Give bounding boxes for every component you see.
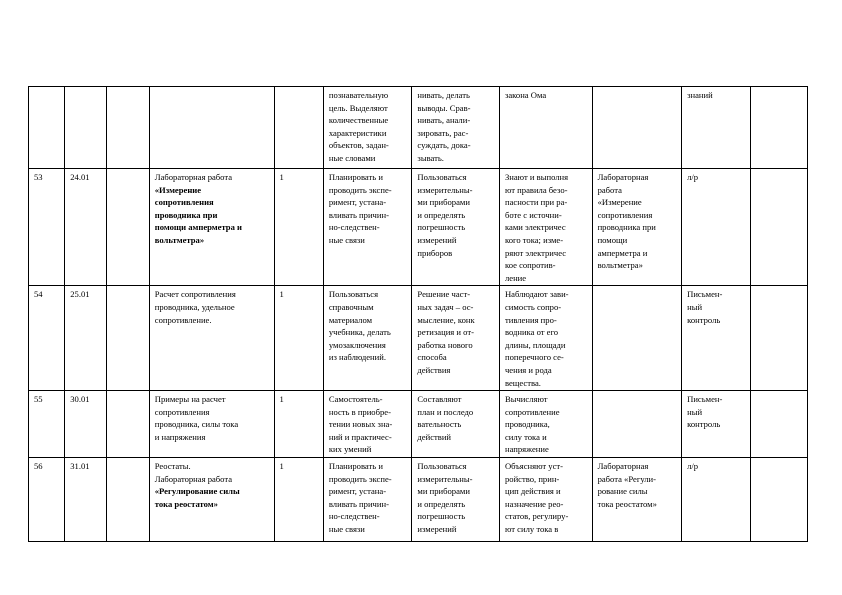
results-cell-line: ряют электричес xyxy=(504,247,567,258)
activities-cell-line: мысление, конк xyxy=(417,314,475,325)
lesson-number-cell xyxy=(29,87,65,169)
practical-work-cell xyxy=(592,458,682,542)
results-cell-line: кое сопротив- xyxy=(504,260,556,271)
notes-cell xyxy=(750,458,807,542)
notes-cell xyxy=(750,87,807,169)
skills-cell-line: ность в приобре- xyxy=(328,406,391,417)
topic-cell-line: Реостаты. xyxy=(154,461,191,472)
practical-work-cell-line: Лабораторная xyxy=(597,461,649,472)
results-cell-line: проводника, xyxy=(504,419,550,430)
actual-date-cell xyxy=(107,458,149,542)
results-cell xyxy=(499,391,592,458)
practical-work-cell-line: тока реостатом» xyxy=(597,498,657,509)
skills-cell-line: но-следствен- xyxy=(328,511,380,522)
topic-cell-line: «Измерение xyxy=(154,184,202,195)
activities-cell-line: действия xyxy=(417,364,451,375)
control-form-cell-line: ный xyxy=(687,301,703,312)
lesson-number-cell: 56 xyxy=(29,458,65,542)
results-cell-line: напряжение xyxy=(504,444,549,455)
results-cell-line: закона Ома xyxy=(504,90,547,100)
date-cell: 30.01 xyxy=(65,391,107,458)
skills-cell-line: Планировать и xyxy=(328,172,383,182)
activities-cell-line: выводы. Срав- xyxy=(417,102,471,113)
results-cell-line: ление xyxy=(504,272,527,283)
results-cell-line: ют силу тока в xyxy=(504,524,559,535)
activities-cell-line: суждать, дока- xyxy=(417,140,471,151)
control-form-cell xyxy=(682,458,750,542)
skills-cell-line: Самостоятель- xyxy=(328,394,383,405)
practical-work-cell-line: проводника при xyxy=(597,222,656,233)
date-cell: 25.01 xyxy=(65,286,107,391)
lesson-number-cell: 54 xyxy=(29,286,65,391)
results-cell-line: Вычисляют xyxy=(504,394,548,405)
activities-cell-line: план и последо xyxy=(417,406,474,417)
skills-cell xyxy=(323,391,412,458)
activities-cell xyxy=(412,286,500,391)
practical-work-cell xyxy=(592,169,682,286)
skills-cell-line: познавательную xyxy=(328,90,389,100)
skills-cell-line: количественные xyxy=(328,115,389,126)
topic-cell-line: сопротивления xyxy=(154,406,210,417)
activities-cell-line: ми приборами xyxy=(417,197,470,208)
topic-cell-line: и напряжения xyxy=(154,431,206,442)
practical-work-cell xyxy=(592,391,682,458)
table-row xyxy=(29,169,808,286)
topic-cell-line: проводника, удельное xyxy=(154,301,235,312)
skills-cell xyxy=(323,87,412,169)
practical-work-cell-line: амперметра и xyxy=(597,247,648,258)
results-cell xyxy=(499,87,592,169)
skills-cell-line: цель. Выделяют xyxy=(328,102,388,113)
skills-cell-line: ные связи xyxy=(328,524,365,535)
control-form-cell-line: л/р xyxy=(687,461,699,472)
skills-cell-line: римент, устана- xyxy=(328,197,387,208)
activities-cell-line: способа xyxy=(417,352,447,363)
results-cell-line: Объясняют уст- xyxy=(504,461,564,472)
activities-cell-line: ми приборами xyxy=(417,486,470,497)
activities-cell-line: погрешность xyxy=(417,222,466,233)
results-cell xyxy=(499,286,592,391)
control-form-cell xyxy=(682,286,750,391)
lesson-number-cell: 55 xyxy=(29,391,65,458)
table-body xyxy=(29,87,808,542)
notes-cell xyxy=(750,391,807,458)
results-cell-line: длины, площади xyxy=(504,339,566,350)
hours-cell: 1 xyxy=(274,458,323,542)
results-cell-line: тивления про- xyxy=(504,314,557,325)
skills-cell-line: но-следствен- xyxy=(328,222,380,233)
date-cell: 24.01 xyxy=(65,169,107,286)
skills-cell-line: из наблюдений. xyxy=(328,352,386,363)
activities-cell-line: вательность xyxy=(417,419,462,430)
practical-work-cell-line: помощи xyxy=(597,234,628,245)
topic-cell xyxy=(149,87,274,169)
activities-cell-line: измерений xyxy=(417,524,457,535)
practical-work-cell xyxy=(592,87,682,169)
hours-cell: 1 xyxy=(274,391,323,458)
skills-cell-line: умозаключения xyxy=(328,339,386,350)
results-cell xyxy=(499,169,592,286)
hours-cell: 1 xyxy=(274,169,323,286)
skills-cell-line: характеристики xyxy=(328,127,387,138)
skills-cell-line: ний и практичес- xyxy=(328,431,392,442)
activities-cell-line: ретизация и от- xyxy=(417,327,474,338)
topic-cell-line: Примеры на расчет xyxy=(154,394,226,405)
control-form-cell-line: контроль xyxy=(687,314,721,325)
skills-cell-line: римент, устана- xyxy=(328,486,387,497)
skills-cell-line: проводить экспе- xyxy=(328,184,392,195)
hours-cell: 1 xyxy=(274,286,323,391)
topic-cell xyxy=(149,286,274,391)
activities-cell-line: Составляют xyxy=(417,394,462,405)
control-form-cell-line: Письмен- xyxy=(687,289,723,300)
table-row xyxy=(29,391,808,458)
activities-cell xyxy=(412,87,500,169)
topic-cell-line: тока реостатом» xyxy=(154,498,218,509)
skills-cell-line: объектов, задан- xyxy=(328,140,389,151)
skills-cell xyxy=(323,169,412,286)
results-cell-line: пасности при ра- xyxy=(504,197,568,208)
activities-cell-line: измерений xyxy=(417,234,457,245)
results-cell-line: ют правила безо- xyxy=(504,184,568,195)
topic-cell-line: сопротивление. xyxy=(154,314,212,325)
notes-cell xyxy=(750,169,807,286)
activities-cell xyxy=(412,391,500,458)
results-cell-line: ройство, прин- xyxy=(504,473,560,484)
results-cell-line: кого тока; изме- xyxy=(504,234,564,245)
skills-cell-line: ные связи xyxy=(328,234,365,245)
results-cell-line: Наблюдают зави- xyxy=(504,289,569,300)
topic-cell xyxy=(149,169,274,286)
table-row xyxy=(29,458,808,542)
results-cell xyxy=(499,458,592,542)
results-cell-line: чения и рода xyxy=(504,364,552,375)
results-cell-line: вещества. xyxy=(504,377,541,388)
results-cell-line: статов, регулиру- xyxy=(504,511,569,522)
control-form-cell xyxy=(682,391,750,458)
topic-cell-line: помощи амперметра и xyxy=(154,222,242,233)
practical-work-cell-line: работа «Регули- xyxy=(597,473,657,484)
skills-cell xyxy=(323,286,412,391)
topic-cell-line: Лабораторная работа xyxy=(154,172,233,182)
topic-cell-line: Лабораторная работа xyxy=(154,473,233,484)
results-cell-line: силу тока и xyxy=(504,431,547,442)
activities-cell-line: нивать, анали- xyxy=(417,115,471,126)
topic-cell-line: «Регулирование силы xyxy=(154,486,240,497)
skills-cell-line: справочным xyxy=(328,301,374,312)
activities-cell xyxy=(412,458,500,542)
actual-date-cell xyxy=(107,169,149,286)
topic-cell-line: вольтметра» xyxy=(154,234,205,245)
practical-work-cell-line: рование силы xyxy=(597,486,648,497)
control-form-cell-line: л/р xyxy=(687,172,699,182)
skills-cell-line: проводить экспе- xyxy=(328,473,392,484)
activities-cell-line: погрешность xyxy=(417,511,466,522)
date-cell: 31.01 xyxy=(65,458,107,542)
table-row xyxy=(29,286,808,391)
table-row xyxy=(29,87,808,169)
actual-date-cell xyxy=(107,286,149,391)
lesson-number-cell: 53 xyxy=(29,169,65,286)
skills-cell-line: Планировать и xyxy=(328,461,383,472)
skills-cell-line: вливать причин- xyxy=(328,209,389,220)
topic-cell-line: сопротивления xyxy=(154,197,214,208)
activities-cell-line: работка нового xyxy=(417,339,473,350)
topic-cell xyxy=(149,391,274,458)
activities-cell-line: Пользоваться xyxy=(417,172,467,182)
activities-cell-line: измерительны- xyxy=(417,473,473,484)
activities-cell-line: измерительны- xyxy=(417,184,473,195)
hours-cell xyxy=(274,87,323,169)
topic-cell-line: Расчет сопротивления xyxy=(154,289,236,300)
actual-date-cell xyxy=(107,87,149,169)
results-cell-line: сопротивление xyxy=(504,406,560,417)
skills-cell-line: тении новых зна- xyxy=(328,419,393,430)
activities-cell xyxy=(412,169,500,286)
practical-work-cell-line: Лабораторная xyxy=(597,172,649,182)
notes-cell xyxy=(750,286,807,391)
results-cell-line: поперечного се- xyxy=(504,352,564,363)
control-form-cell xyxy=(682,169,750,286)
activities-cell-line: и определять xyxy=(417,209,466,220)
activities-cell-line: зировать, рас- xyxy=(417,127,469,138)
activities-cell-line: приборов xyxy=(417,247,453,258)
skills-cell-line: вливать причин- xyxy=(328,498,389,509)
lesson-plan-table xyxy=(28,86,808,542)
practical-work-cell-line: сопротивления xyxy=(597,209,653,220)
control-form-cell-line: знаний xyxy=(687,90,713,100)
activities-cell-line: ных задач – ос- xyxy=(417,301,474,312)
results-cell-line: ками электричес xyxy=(504,222,566,233)
skills-cell-line: материалом xyxy=(328,314,373,325)
topic-cell-line: проводника, силы тока xyxy=(154,419,239,430)
topic-cell xyxy=(149,458,274,542)
results-cell-line: симость сопро- xyxy=(504,301,562,312)
practical-work-cell-line: «Измерение xyxy=(597,197,642,208)
skills-cell-line: ких умений xyxy=(328,444,372,455)
skills-cell-line: учебника, делать xyxy=(328,327,391,338)
date-cell xyxy=(65,87,107,169)
results-cell-line: водника от его xyxy=(504,327,559,338)
activities-cell-line: Решение част- xyxy=(417,289,471,300)
control-form-cell-line: ный xyxy=(687,406,703,417)
control-form-cell-line: контроль xyxy=(687,419,721,430)
activities-cell-line: нивать, делать xyxy=(417,90,470,100)
results-cell-line: цип действия и xyxy=(504,486,561,497)
control-form-cell xyxy=(682,87,750,169)
topic-cell-line: проводника при xyxy=(154,209,218,220)
results-cell-line: Знают и выполня xyxy=(504,172,569,182)
skills-cell-line: ные словами xyxy=(328,152,376,163)
skills-cell-line: Пользоваться xyxy=(328,289,379,300)
skills-cell xyxy=(323,458,412,542)
activities-cell-line: и определять xyxy=(417,498,466,509)
activities-cell-line: действий xyxy=(417,431,452,442)
results-cell-line: боте с источни- xyxy=(504,209,562,220)
activities-cell-line: Пользоваться xyxy=(417,461,467,472)
control-form-cell-line: Письмен- xyxy=(687,394,723,405)
actual-date-cell xyxy=(107,391,149,458)
practical-work-cell-line: работа xyxy=(597,184,622,195)
practical-work-cell xyxy=(592,286,682,391)
activities-cell-line: зывать. xyxy=(417,152,444,163)
practical-work-cell-line: вольтметра» xyxy=(597,260,643,271)
results-cell-line: назначение рео- xyxy=(504,498,564,509)
